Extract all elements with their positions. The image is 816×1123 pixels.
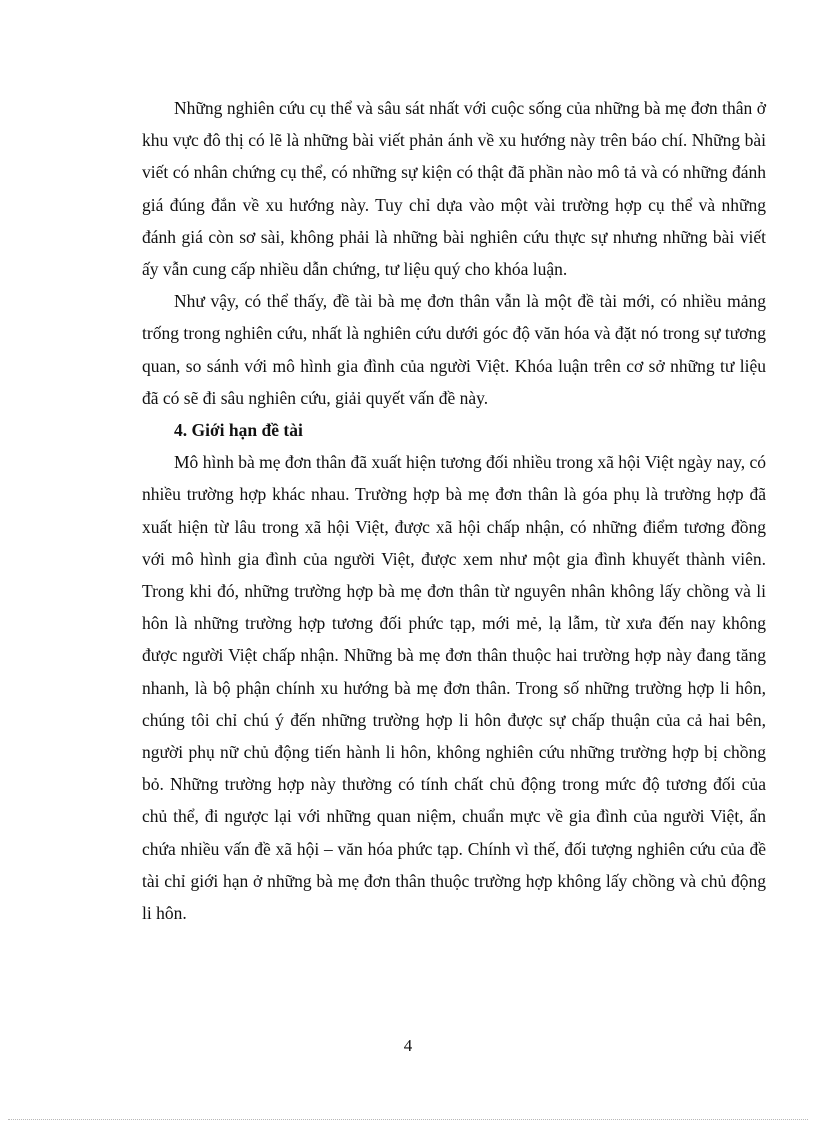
paragraph-scope-limits: Mô hình bà mẹ đơn thân đã xuất hiện tương đối nhiều trong xã hội Việt ngày nay, có nhiều trường hợp khác nhau. Trường hợp bà mẹ đơn thân là góa phụ là trường hợp đã xuất hiện từ lâu trong xã hội Việt, được xã hội chấp nhận, có những điểm tương đồng với mô hình gia đình của người Việt, được xem như một gia đình khuyết thành viên. Trong khi đó, những trường hợp bà mẹ đơn thân từ nguyên nhân không lấy chồng và li hôn là những trường hợp tương đối phức tạp, mới mẻ, lạ lẫm, từ xưa đến nay không được người Việt chấp nhận. Những bà mẹ đơn thân thuộc hai trường hợp này đang tăng nhanh, là bộ phận chính xu hướng bà mẹ đơn thân. Trong số những trường hợp li hôn, chúng tôi chỉ chú ý đến những trường hợp li hôn được sự chấp thuận của cả hai bên, người phụ nữ chủ động tiến hành li hôn, không nghiên cứu những trường hợp bị chồng bỏ. Những trường hợp này thường có tính chất chủ động trong mức độ tương đối của chủ thể, đi ngược lại với những quan niệm, chuẩn mực về gia đình của người Việt, ẩn chứa nhiều vấn đề xã hội – văn hóa phức tạp. Chính vì thế, đối tượng nghiên cứu của đề tài chỉ giới hạn ở những bà mẹ đơn thân thuộc trường hợp không lấy chồng và chủ động li hôn. xyxy=(142,452,766,924)
page-number: 4 xyxy=(403,1036,413,1055)
document-body xyxy=(142,92,766,929)
paragraph-press-studies: Những nghiên cứu cụ thể và sâu sát nhất với cuộc sống của những bà mẹ đơn thân ở khu vực đô thị có lẽ là những bài viết phản ánh về xu hướng này trên báo chí. Những bài viết có nhân chứng cụ thể, có những sự kiện có thật đã phần nào mô tả và có những đánh giá đúng đắn về xu hướng này. Tuy chỉ dựa vào một vài trường hợp cụ thể và những đánh giá còn sơ sài, không phải là những bài nghiên cứu thực sự nhưng những bài viết ấy vẫn cung cấp nhiều dẫn chứng, tư liệu quý cho khóa luận. xyxy=(142,98,766,280)
paragraph-research-gap: Như vậy, có thể thấy, đề tài bà mẹ đơn thân vẫn là một đề tài mới, có nhiều mảng trống trong nghiên cứu, nhất là nghiên cứu dưới góc độ văn hóa và đặt nó trong sự tương quan, so sánh với mô hình gia đình của người Việt. Khóa luận trên cơ sở những tư liệu đã có sẽ đi sâu nghiên cứu, giải quyết vấn đề này. xyxy=(142,291,766,408)
page-bottom-divider xyxy=(8,1119,808,1120)
section-heading: 4. Giới hạn đề tài xyxy=(174,420,303,441)
